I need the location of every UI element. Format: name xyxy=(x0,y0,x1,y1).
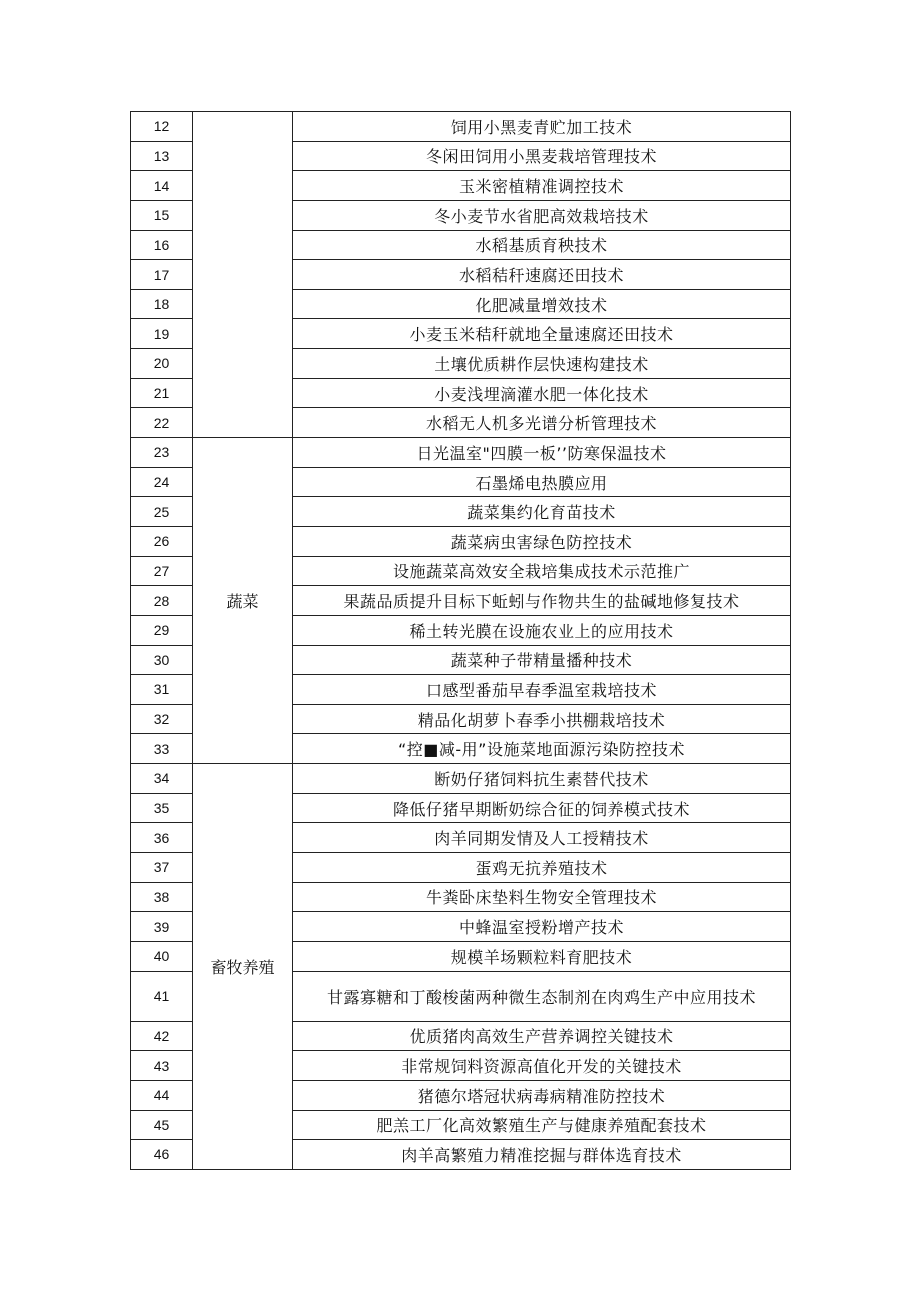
row-number: 44 xyxy=(131,1080,193,1110)
technology-name: 降低仔猪早期断奶综合征的饲养模式技术 xyxy=(293,793,791,823)
technology-name: 石墨烯电热膜应用 xyxy=(293,467,791,497)
row-number: 20 xyxy=(131,349,193,379)
technology-table xyxy=(130,111,791,1170)
technology-name: 中蜂温室授粉增产技术 xyxy=(293,912,791,942)
row-number: 23 xyxy=(131,438,193,468)
row-number: 28 xyxy=(131,586,193,616)
technology-name: 饲用小黑麦青贮加工技术 xyxy=(293,112,791,142)
row-number: 35 xyxy=(131,793,193,823)
row-number: 42 xyxy=(131,1021,193,1051)
technology-table-body xyxy=(131,112,791,1170)
row-number: 27 xyxy=(131,556,193,586)
table-row xyxy=(131,764,791,794)
row-number: 40 xyxy=(131,941,193,971)
row-number: 32 xyxy=(131,704,193,734)
technology-name: 土壤优质耕作层快速构建技术 xyxy=(293,349,791,379)
technology-name: 优质猪肉高效生产营养调控关键技术 xyxy=(293,1021,791,1051)
technology-name: 猪德尔塔冠状病毒病精准防控技术 xyxy=(293,1080,791,1110)
technology-name: 蛋鸡无抗养殖技术 xyxy=(293,853,791,883)
row-number: 16 xyxy=(131,230,193,260)
row-number: 41 xyxy=(131,971,193,1021)
row-number: 30 xyxy=(131,645,193,675)
technology-name: 小麦浅埋滴灌水肥一体化技术 xyxy=(293,378,791,408)
table-row xyxy=(131,438,791,468)
technology-name: 稀土转光膜在设施农业上的应用技术 xyxy=(293,615,791,645)
row-number: 14 xyxy=(131,171,193,201)
technology-name: 设施蔬菜高效安全栽培集成技术示范推广 xyxy=(293,556,791,586)
technology-name: 肉羊同期发情及人工授精技术 xyxy=(293,823,791,853)
row-number: 29 xyxy=(131,615,193,645)
row-number: 18 xyxy=(131,289,193,319)
technology-name: 甘露寡糖和丁酸梭菌两种微生态制剂在肉鸡生产中应用技术 xyxy=(293,971,791,1021)
technology-name: 水稻无人机多光谱分析管理技术 xyxy=(293,408,791,438)
technology-name: 肥羔工厂化高效繁殖生产与健康养殖配套技术 xyxy=(293,1110,791,1140)
category-cell: 畜牧养殖 xyxy=(193,764,293,1170)
technology-name: 水稻秸秆速腐还田技术 xyxy=(293,260,791,290)
technology-name: 口感型番茄早春季温室栽培技术 xyxy=(293,675,791,705)
technology-name: 蔬菜病虫害绿色防控技术 xyxy=(293,526,791,556)
technology-name: 肉羊高繁殖力精准挖掘与群体选育技术 xyxy=(293,1140,791,1170)
row-number: 26 xyxy=(131,526,193,556)
row-number: 21 xyxy=(131,378,193,408)
technology-name: 非常规饲料资源高值化开发的关键技术 xyxy=(293,1051,791,1081)
category-cell xyxy=(193,112,293,438)
technology-name: 冬小麦节水省肥高效栽培技术 xyxy=(293,200,791,230)
row-number: 34 xyxy=(131,764,193,794)
row-number: 17 xyxy=(131,260,193,290)
technology-name: 化肥减量增效技术 xyxy=(293,289,791,319)
row-number: 15 xyxy=(131,200,193,230)
category-cell: 蔬菜 xyxy=(193,438,293,764)
row-number: 46 xyxy=(131,1140,193,1170)
row-number: 24 xyxy=(131,467,193,497)
technology-name: 蔬菜集约化育苗技术 xyxy=(293,497,791,527)
row-number: 22 xyxy=(131,408,193,438)
row-number: 36 xyxy=(131,823,193,853)
technology-name: 精品化胡萝卜春季小拱棚栽培技术 xyxy=(293,704,791,734)
row-number: 37 xyxy=(131,853,193,883)
technology-name: 冬闲田饲用小黑麦栽培管理技术 xyxy=(293,141,791,171)
table-row xyxy=(131,112,791,142)
technology-name: 日光温室"四膜一板’’防寒保温技术 xyxy=(293,438,791,468)
technology-name: 小麦玉米秸秆就地全量速腐还田技术 xyxy=(293,319,791,349)
row-number: 45 xyxy=(131,1110,193,1140)
technology-name: 断奶仔猪饲料抗生素替代技术 xyxy=(293,764,791,794)
row-number: 39 xyxy=(131,912,193,942)
technology-name: 蔬菜种子带精量播种技术 xyxy=(293,645,791,675)
row-number: 12 xyxy=(131,112,193,142)
row-number: 25 xyxy=(131,497,193,527)
technology-name: 果蔬品质提升目标下蚯蚓与作物共生的盐碱地修复技术 xyxy=(293,586,791,616)
row-number: 43 xyxy=(131,1051,193,1081)
row-number: 33 xyxy=(131,734,193,764)
row-number: 13 xyxy=(131,141,193,171)
row-number: 31 xyxy=(131,675,193,705)
technology-name: “控■减-用”设施菜地面源污染防控技术 xyxy=(293,734,791,764)
technology-name: 规模羊场颗粒料育肥技术 xyxy=(293,941,791,971)
row-number: 19 xyxy=(131,319,193,349)
technology-name: 玉米密植精准调控技术 xyxy=(293,171,791,201)
technology-name: 牛粪卧床垫料生物安全管理技术 xyxy=(293,882,791,912)
row-number: 38 xyxy=(131,882,193,912)
technology-name: 水稻基质育秧技术 xyxy=(293,230,791,260)
